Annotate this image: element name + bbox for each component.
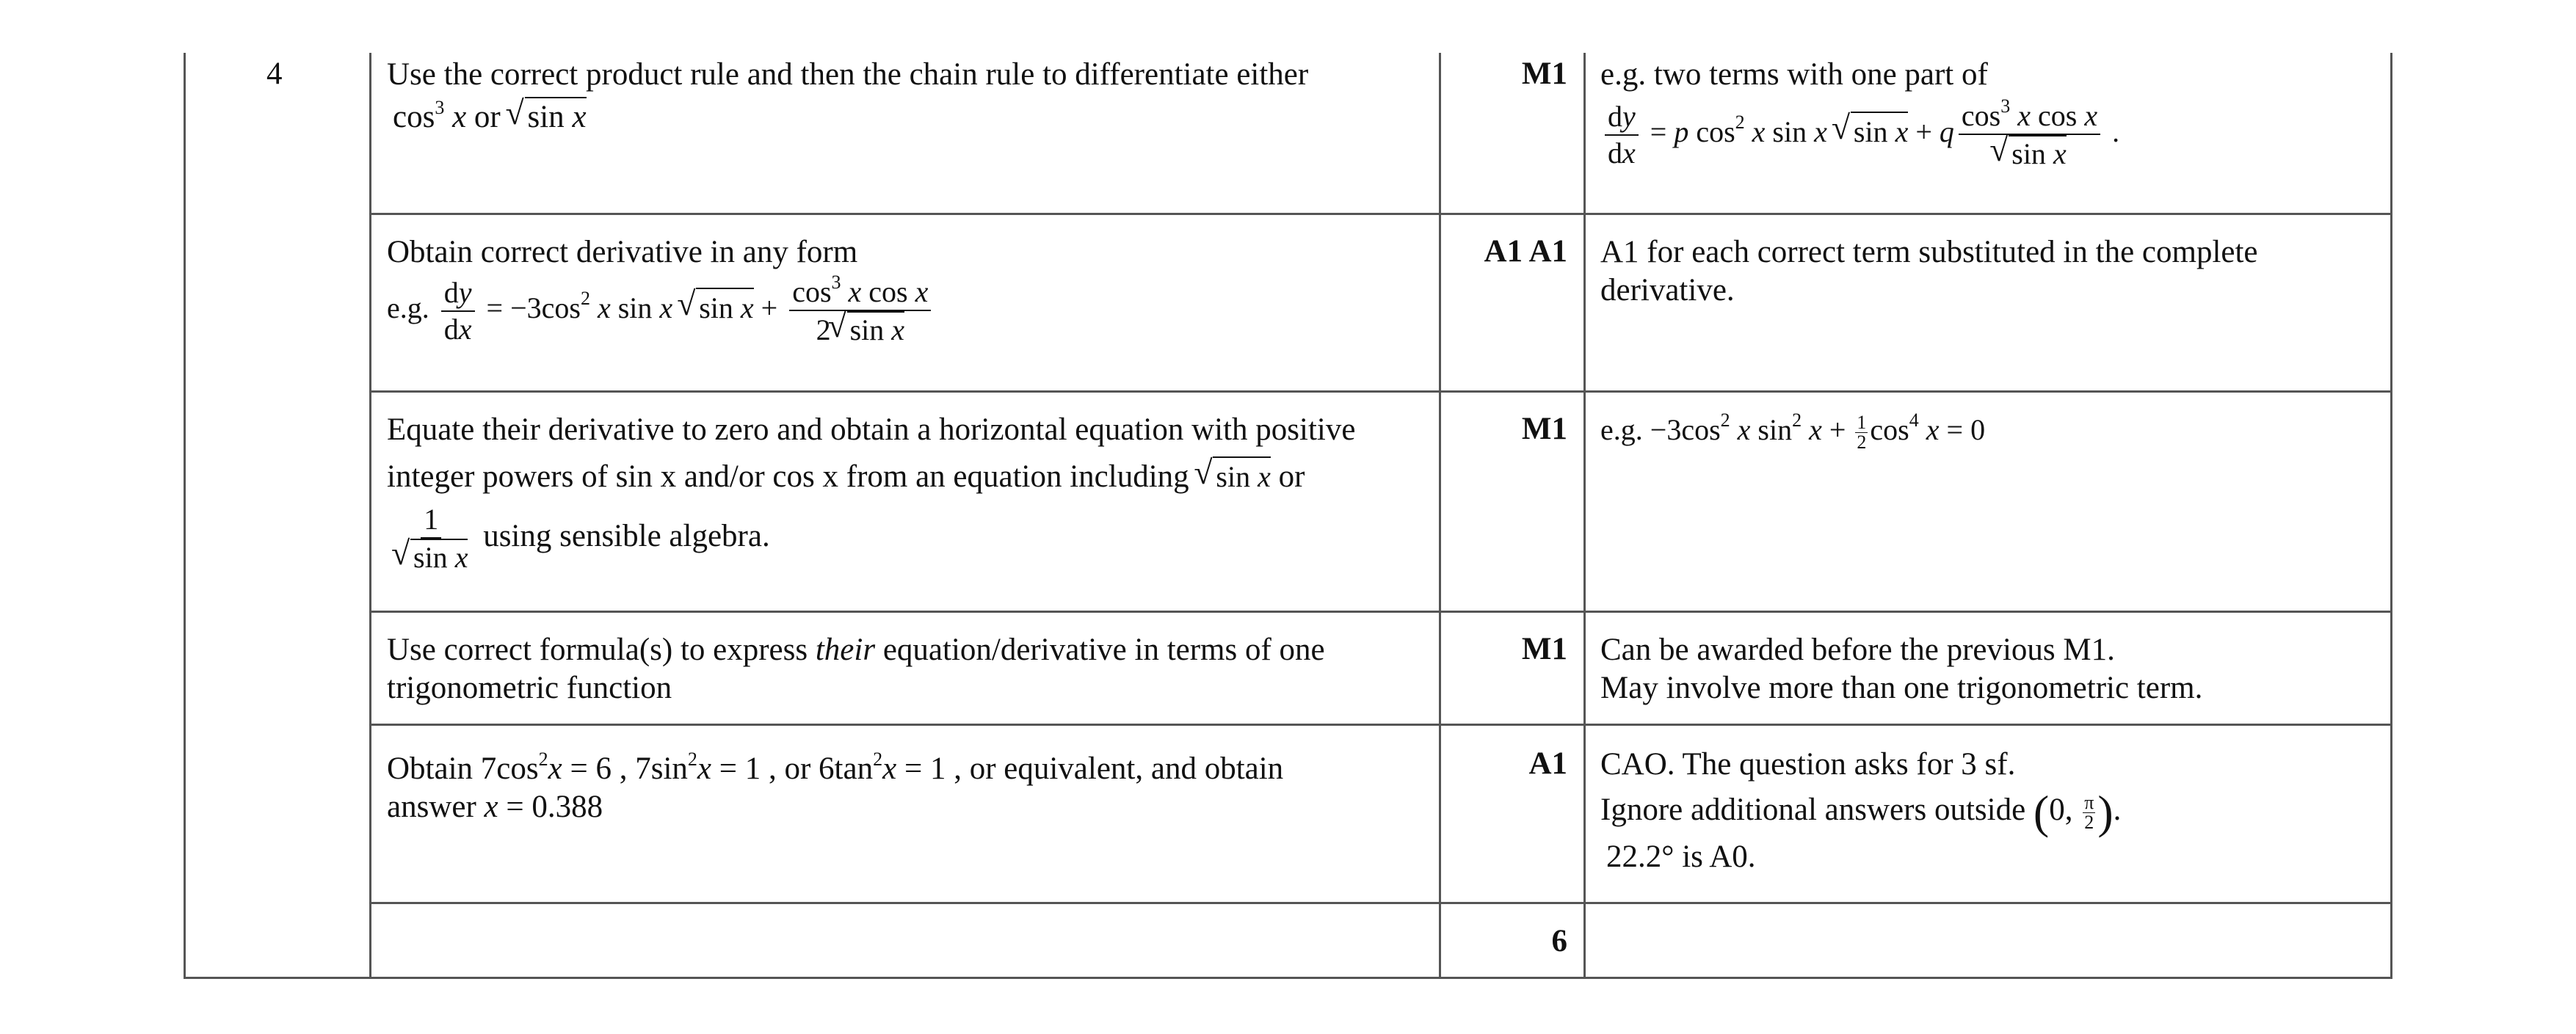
row4-answer-line2: trigonometric function bbox=[387, 671, 672, 705]
row-divider-3 bbox=[369, 611, 2392, 613]
row3-answer bbox=[387, 411, 1429, 575]
row1-guidance-math: $\frac{dy}{dx}$ = p $\cos^2 x$ sin x √ sin x + q $\cos^3 x$ cos x √ sin x . bbox=[1600, 98, 2379, 172]
row5-guidance-line2: Ignore additional answers outside (0, $\frac{\pi}{2}$ ). bbox=[1600, 786, 2122, 839]
row4-guidance-line1: Can be awarded before the previous M1. bbox=[1600, 633, 2115, 667]
row5-answer bbox=[387, 750, 1429, 826]
row3-answer-line2: integer powers of sin x and/or cos x from an equation including √ sin x or bbox=[387, 456, 1429, 496]
row1-answer-text: Use the correct product rule and then the chain rule to differentiate either bbox=[387, 57, 1309, 92]
row5-answer-line1: Obtain $7\cos^2x = 6$ , $7\sin^2x = 1$ , or $6\tan^2x = 1$ , or equivalent, and obtain bbox=[387, 749, 1284, 786]
row2-answer-text: Obtain correct derivative in any form bbox=[387, 235, 858, 269]
row-divider-5 bbox=[369, 902, 2392, 904]
question-number: 4 bbox=[266, 57, 283, 91]
row4-mark: M1 bbox=[1521, 632, 1567, 666]
row3-guidance: e.g. $-3\cos^2$ x $\sin^2 x$ + $\frac{1}{2}$ $\cos^4 x = 0$ bbox=[1600, 409, 1986, 454]
row1-mark: M1 bbox=[1521, 57, 1567, 91]
total-mark: 6 bbox=[1551, 924, 1567, 958]
table-border-left bbox=[184, 53, 186, 979]
row3-answer-line1: Equate their derivative to zero and obtain a horizontal equation with positive bbox=[387, 412, 1356, 447]
row4-answer-line1-a: Use correct formula(s) to express bbox=[387, 633, 808, 667]
row1-guidance-text: e.g. two terms with one part of bbox=[1600, 57, 1988, 92]
table-border-right bbox=[2390, 53, 2392, 979]
row4-guidance-line2: May involve more than one trigonometric term. bbox=[1600, 671, 2203, 705]
row5-guidance-line3: 22.2° is A0. bbox=[1606, 839, 1756, 874]
row2-mark: A1 A1 bbox=[1484, 234, 1567, 269]
column-divider-answer bbox=[1439, 53, 1441, 979]
row-divider-2 bbox=[369, 390, 2392, 393]
row5-guidance bbox=[1600, 746, 2379, 876]
row5-answer-line2: answer x = 0.388 bbox=[387, 790, 603, 824]
row4-guidance bbox=[1600, 631, 2379, 707]
row5-guidance-line1: CAO. The question asks for 3 sf. bbox=[1600, 747, 2016, 782]
row-divider-1 bbox=[369, 213, 2392, 215]
row-divider-4 bbox=[369, 724, 2392, 726]
row3-mark: M1 bbox=[1521, 412, 1567, 446]
row4-answer-line1-em: their bbox=[815, 633, 876, 667]
row5-mark: A1 bbox=[1528, 746, 1567, 781]
row2-guidance-line1: A1 for each correct term substituted in the complete bbox=[1600, 235, 2258, 269]
row3-answer-line2-or: or bbox=[1278, 459, 1305, 494]
row1-answer bbox=[387, 56, 1429, 136]
row4-answer bbox=[387, 631, 1429, 707]
row3-answer-line3-text: using sensible algebra. bbox=[483, 518, 770, 553]
table-border-bottom bbox=[184, 977, 2392, 979]
column-divider-question bbox=[369, 53, 371, 979]
row4-answer-line1 bbox=[387, 631, 1429, 669]
row3-answer-line2-text: integer powers of sin x and/or cos x from an equation including bbox=[387, 459, 1189, 494]
row4-answer-line1-b: equation/derivative in terms of one bbox=[882, 633, 1325, 667]
row3-answer-line3: 1 √ sin x using sensible algebra. bbox=[387, 502, 1429, 575]
row2-answer-math: e.g. $\frac{dy}{dx}$ = $-3\cos^2$ x sin x √ sin x + $\frac{\cos^3 x \cos x}{\text{2√ sin x}}$ bbox=[387, 274, 1429, 348]
row2-answer bbox=[387, 233, 1429, 348]
row1-answer-math: $\cos^3 x$ or √ sin x bbox=[387, 97, 1429, 136]
column-divider-marks bbox=[1583, 53, 1586, 979]
row1-guidance bbox=[1600, 56, 2379, 172]
row2-guidance bbox=[1600, 233, 2379, 310]
row2-guidance-line2: derivative. bbox=[1600, 273, 1735, 307]
